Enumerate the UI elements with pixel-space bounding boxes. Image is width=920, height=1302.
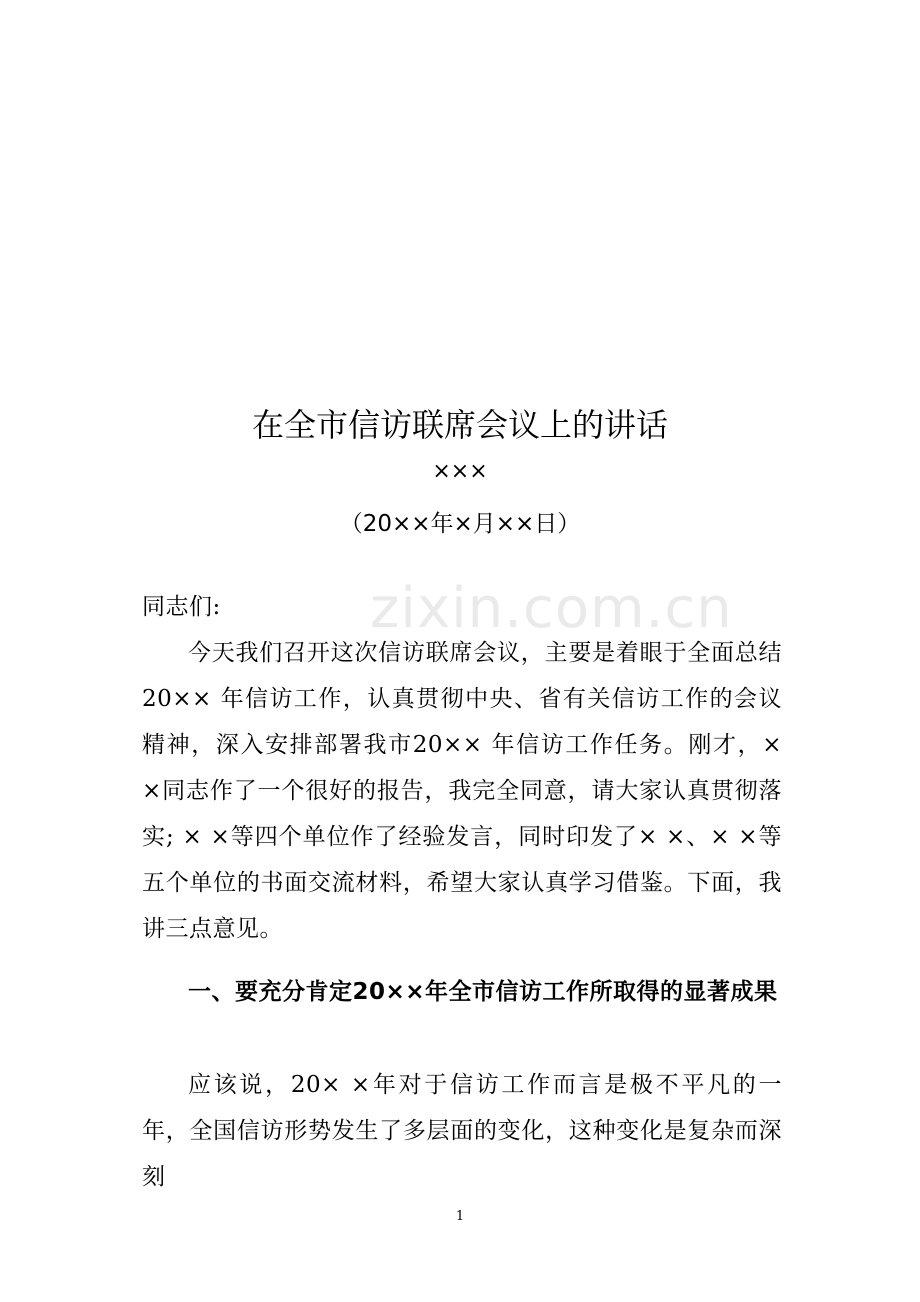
page-number: 1 bbox=[455, 1209, 465, 1224]
section-heading-1: 一、要充分肯定20××年全市信访工作所取得的显著成果 bbox=[188, 979, 778, 1005]
watermark-text: zixin.com.cn bbox=[370, 576, 733, 641]
paragraph-1: 今天我们召开这次信访联席会议，主要是着眼于全面总结20×× 年信访工作，认真贯彻中央、省有关信访工作的会议精神，深入安排部署我市20×× 年信访工作任务。刚才，× ×同志作了一个很好的报告，我完全同意，请大家认真贯彻落实; × ×等四个单位作了经验发言，同时印发了× ×、× ×等五个单位的书面交流材料，希望大家认真学习借鉴。下面，我讲三点意见。 bbox=[142, 640, 782, 942]
salutation: 同志们: bbox=[142, 594, 221, 620]
paragraph-2: 应该说，20× ×年对于信访工作而言是极不平凡的一年，全国信访形势发生了多层面的变化，这种变化是复杂而深刻 bbox=[142, 1072, 782, 1190]
document-date: （20××年×月××日） bbox=[339, 511, 581, 537]
document-title: 在全市信访联席会议上的讲话 bbox=[251, 406, 668, 444]
document-author: ××× bbox=[432, 459, 488, 484]
